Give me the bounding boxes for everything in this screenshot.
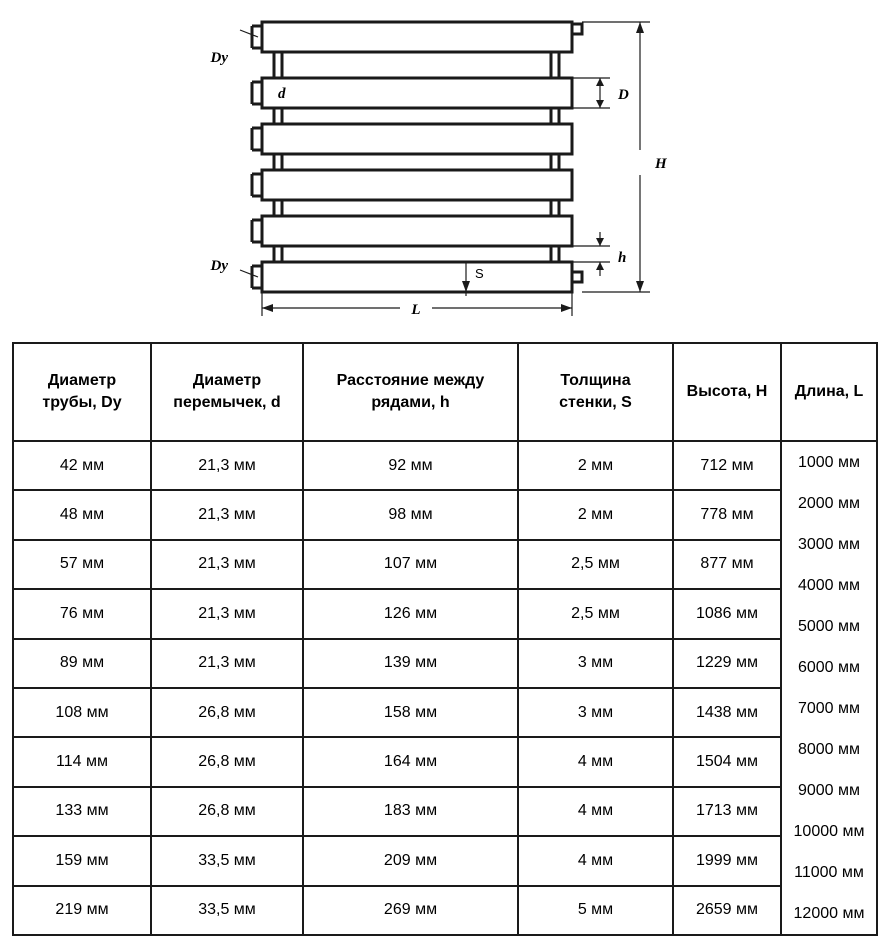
length-option: 6000 мм [797, 659, 861, 676]
cell-row-spacing: 269 мм [303, 886, 518, 935]
cell-row-spacing: 164 мм [303, 737, 518, 786]
cell-wall-thickness: 3 мм [518, 688, 673, 737]
length-option: 10000 мм [793, 823, 865, 840]
header-line: Диаметр [47, 372, 117, 389]
pipe-row-3 [262, 124, 572, 154]
header-line: трубы, Dy [42, 394, 122, 411]
cell-wall-thickness: 4 мм [518, 787, 673, 836]
header-wall-thickness [518, 343, 673, 441]
cell-pipe-diameter: 76 мм [13, 589, 151, 638]
label-big-h: H [655, 156, 667, 172]
bottom-right-nipple [572, 272, 582, 282]
header-line: рядами, h [371, 394, 450, 411]
cell-pipe-diameter: 133 мм [13, 787, 151, 836]
cell-height: 1504 мм [673, 737, 781, 786]
cell-bridge-diameter: 21,3 мм [151, 540, 303, 589]
cell-wall-thickness: 2,5 мм [518, 589, 673, 638]
cell-row-spacing: 92 мм [303, 441, 518, 490]
cell-height: 712 мм [673, 441, 781, 490]
cell-wall-thickness: 4 мм [518, 836, 673, 885]
pipe-row-5 [262, 216, 572, 246]
cell-height: 1999 мм [673, 836, 781, 885]
label-l: L [411, 302, 421, 318]
cell-height: 1229 мм [673, 639, 781, 688]
cell-length-list [781, 441, 877, 935]
cell-row-spacing: 158 мм [303, 688, 518, 737]
header-line: стенки, S [559, 394, 632, 411]
cell-row-spacing: 209 мм [303, 836, 518, 885]
cell-pipe-diameter: 114 мм [13, 737, 151, 786]
header-row-spacing [303, 343, 518, 441]
table-row [13, 540, 877, 589]
cell-wall-thickness: 2 мм [518, 490, 673, 539]
cell-row-spacing: 139 мм [303, 639, 518, 688]
table-row [13, 688, 877, 737]
specification-table-wrap [12, 342, 876, 936]
label-h: h [618, 250, 627, 266]
table-row [13, 441, 877, 490]
header-bridge-diameter [151, 343, 303, 441]
cell-bridge-diameter: 26,8 мм [151, 688, 303, 737]
cell-row-spacing: 183 мм [303, 787, 518, 836]
length-option: 12000 мм [793, 905, 865, 922]
pipe-row-4 [262, 170, 572, 200]
pipe-row-2 [262, 78, 572, 108]
drawing-svg [0, 0, 888, 336]
cell-row-spacing: 98 мм [303, 490, 518, 539]
table-header-row [13, 343, 877, 441]
cell-bridge-diameter: 26,8 мм [151, 787, 303, 836]
cell-pipe-diameter: 57 мм [13, 540, 151, 589]
cell-height: 1086 мм [673, 589, 781, 638]
top-right-nipple [572, 24, 582, 34]
pipe-row-6 [262, 262, 572, 292]
cell-row-spacing: 107 мм [303, 540, 518, 589]
header-line: Расстояние между [336, 372, 485, 389]
table-row [13, 639, 877, 688]
header-pipe-diameter [13, 343, 151, 441]
cell-wall-thickness: 2 мм [518, 441, 673, 490]
cell-height: 2659 мм [673, 886, 781, 935]
cell-wall-thickness: 3 мм [518, 639, 673, 688]
cell-pipe-diameter: 159 мм [13, 836, 151, 885]
length-option: 3000 мм [797, 536, 861, 553]
header-line: перемычек, d [173, 394, 281, 411]
table-row [13, 490, 877, 539]
length-option: 11000 мм [794, 864, 864, 881]
label-s: S [475, 266, 484, 281]
table-row [13, 886, 877, 935]
table-row [13, 836, 877, 885]
header-height: Высота, H [673, 343, 781, 441]
cell-wall-thickness: 2,5 мм [518, 540, 673, 589]
specification-table [12, 342, 878, 936]
table-row [13, 589, 877, 638]
cell-pipe-diameter: 89 мм [13, 639, 151, 688]
cell-bridge-diameter: 33,5 мм [151, 886, 303, 935]
cell-wall-thickness: 4 мм [518, 737, 673, 786]
table-row [13, 787, 877, 836]
cell-pipe-diameter: 42 мм [13, 441, 151, 490]
label-dy-top: Dy [210, 50, 228, 66]
header-line: Толщина [560, 372, 631, 389]
length-option: 8000 мм [797, 741, 861, 758]
cell-bridge-diameter: 21,3 мм [151, 441, 303, 490]
length-option: 9000 мм [797, 782, 861, 799]
length-option: 5000 мм [797, 618, 861, 635]
pipe-row-1 [262, 22, 572, 52]
cell-bridge-diameter: 21,3 мм [151, 589, 303, 638]
cell-height: 1713 мм [673, 787, 781, 836]
length-option: 2000 мм [797, 495, 861, 512]
register-technical-drawing [0, 0, 888, 336]
cell-height: 1438 мм [673, 688, 781, 737]
cell-bridge-diameter: 26,8 мм [151, 737, 303, 786]
cell-height: 778 мм [673, 490, 781, 539]
right-bridges [551, 52, 559, 262]
label-big-d: D [618, 87, 629, 103]
length-option: 4000 мм [797, 577, 861, 594]
label-d: d [278, 86, 286, 102]
cell-row-spacing: 126 мм [303, 589, 518, 638]
cell-bridge-diameter: 33,5 мм [151, 836, 303, 885]
label-dy-bottom: Dy [210, 258, 228, 274]
cell-pipe-diameter: 48 мм [13, 490, 151, 539]
header-line: Диаметр [192, 372, 262, 389]
dimension-arrows [262, 22, 644, 312]
table-row [13, 737, 877, 786]
length-option: 7000 мм [797, 700, 861, 717]
cell-bridge-diameter: 21,3 мм [151, 490, 303, 539]
cell-wall-thickness: 5 мм [518, 886, 673, 935]
left-bridges [274, 52, 282, 262]
cell-pipe-diameter: 108 мм [13, 688, 151, 737]
cell-bridge-diameter: 21,3 мм [151, 639, 303, 688]
cell-height: 877 мм [673, 540, 781, 589]
length-option: 1000 мм [797, 454, 861, 471]
header-length: Длина, L [781, 343, 877, 441]
cell-pipe-diameter: 219 мм [13, 886, 151, 935]
